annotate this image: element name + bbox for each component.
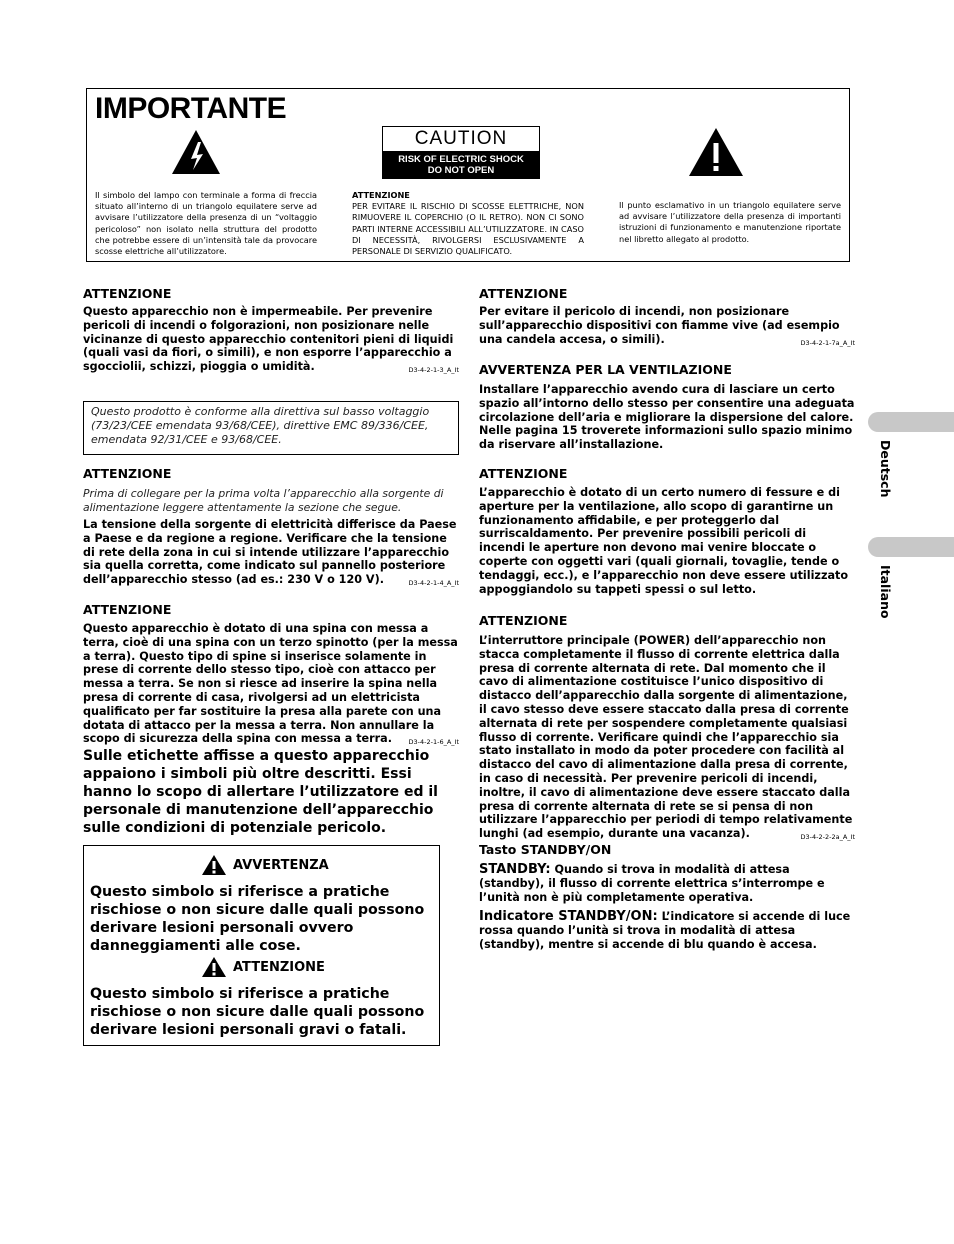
labels-intro: Sulle etichette affisse a questo apparecchio appaiono i simboli più oltre descritti. Essi hanno lo scopo di allertare l’utilizzatore ed il personale di manutenzione dell’apparecchio sulle condizioni di potenziale pericolo. (83, 748, 438, 836)
section-heading: ATTENZIONE (479, 613, 568, 628)
attenzione-body: Questo simbolo si riferisce a pratiche rischiose o non sicure dalle quali possono derivare lesioni personali gravi o fatali. (90, 986, 425, 1038)
doc-code: D3-4-2-1-4_A_It (408, 579, 459, 588)
avvertenza-heading: AVVERTENZA (201, 854, 329, 876)
lightning-symbol-text: Il simbolo del lampo con terminale a forma di freccia situato all’interno di un triangolo equilatere serve ad avvisare l’utilizzatore della presenza di un “voltaggio pericoloso” non isolato nella struttura del prodotto che potrebbe essere di un’intensità tale da provocare scosse elettriche all’utilizzatore. (95, 190, 317, 257)
section-body: Questo apparecchio è dotato di una spina con messa a terra, cioè di una spina con un terzo spinotto (per la messa a terra). Questo tipo di spine si inserisce solamente in prese di corrente dello stesso tipo, cioè con attacco per messa a terra. Se non si riesce ad inserire la spina nella presa di corrente di casa, rivolgersi ad un elettricista qualificato per far sostituire la presa alla parete con una dotata di attacco per la messa a terra. Non annullare la scopo di sicurezza della spina con messa a terra. D3-4-2-1-6_A_It (83, 622, 459, 750)
tab-deutsch-label: Deutsch (878, 440, 893, 498)
warning-symbols-box (83, 845, 440, 1046)
exclamation-symbol-text: Il punto esclamativo in un triangolo equilatere serve ad avvisare l’utilizzatore della presenza di importanti istruzioni di funzionamento e manutenzione riportate nel libretto allegato al prodotto. (619, 200, 841, 244)
exclamation-warning-icon (687, 126, 745, 178)
section-body: L’apparecchio è dotato di un certo numero di fessure e di aperture per la ventilazione, allo scopo di garantirne un funzionamento affidabile, e per proteggerlo dal surriscaldamento. Per prevenire possibili pericoli di incendi le aperture non devono mai venire bloccate o coperte con oggetti vari (quali giornali, tovaglie, tende o tendaggi, ecc.), e l’apparecchio non deve essere utilizzato appoggiandolo su tappeti spessi o sul letto. (479, 486, 849, 596)
section-body: Per evitare il pericolo di incendi, non posizionare sull’apparecchio dispositivi con fiamme vive (ad esempio una candela accesa, o simili). D3-4-2-1-7a_A_It (479, 305, 855, 350)
attenzione-heading: ATTENZIONE (201, 956, 325, 978)
doc-code: D3-4-2-2-2a_A_It (800, 833, 855, 842)
doc-code: D3-4-2-1-6_A_It (408, 738, 459, 747)
tab-italiano-label: Italiano (878, 565, 893, 619)
section-body: La tensione della sorgente di elettricità differisce da Paese a Paese e da regione a regione. Verificare che la tensione di rete della zona in cui si intende utilizzare l’apparecchio sia quella corretta, come indicato sul pannello posteriore dell’apparecchio stesso (ad es.: 230 V o 120 V). D3-4-2-1-4_A_It (83, 518, 459, 591)
tab-italiano[interactable] (868, 537, 954, 557)
caution-symbol-text: ATTENZIONE PER EVITARE IL RISCHIO DI SCOSSE ELETTRICHE, NON RIMUOVERE IL COPERCHIO (O IL RETRO). NON CI SONO PARTI INTERNE ACCESSIBILI ALL’UTILIZZATORE. IN CASO DI NECESSITÀ, RIVOLGERSI ESCLUSIVAMENTE A PERSONALE DI SERVIZIO QUALIFICATO. (352, 190, 584, 257)
avvertenza-body: Questo simbolo si riferisce a pratiche rischiose o non sicure dalle quali possono derivare lesioni personali ovvero danneggiamenti alle cose. (90, 884, 425, 954)
caution-warning: RISK OF ELECTRIC SHOCK DO NOT OPEN (382, 152, 540, 179)
conformity-note: Questo prodotto è conforme alla direttiva sul basso voltaggio (73/23/CEE emendata 93/68/CEE), direttive EMC 89/336/CEE, emendata 92/31/CEE e 93/68/CEE. (83, 401, 459, 455)
tab-deutsch[interactable] (868, 412, 954, 432)
section-heading: ATTENZIONE (83, 602, 172, 617)
section-body: Installare l’apparecchio avendo cura di lasciare un certo spazio all’intorno dello stesso per consentire una adeguata circolazione dell’aria e migliorare la dispersione del calore. Nelle pagina 15 troverete informazioni sullo spazio minimo da riservare all’installazione. (479, 383, 855, 452)
section-heading: ATTENZIONE (83, 466, 172, 481)
section-heading: ATTENZIONE (479, 466, 568, 481)
warning-triangle-icon (201, 956, 227, 978)
section-italic-note: Prima di collegare per la prima volta l’apparecchio alla sorgente di alimentazione leggere attentamente la sezione che segue. (83, 487, 444, 514)
electric-shock-warning-icon (170, 128, 222, 176)
section-body: L’interruttore principale (POWER) dell’apparecchio non stacca completamente il flusso di corrente elettrica dalla presa di corrente alternata di rete. Dal momento che il cavo di alimentazione costituisce l’unico dispositivo di distacco dell’apparecchio dalla sorgente di alimentazione, il cavo stesso deve essere staccato dalla presa di corrente alternata di rete per sospendere completamente qualsiasi flusso di corrente. Verificare quindi che l’apparecchio sia stato installato in modo da poter procedere con facilità al distacco del cavo di alimentazione dalla presa di corrente, in caso di necessità. Per prevenire pericoli di incendi, inoltre, il cavo di alimentazione deve essere staccato dalla presa di corrente alternata di rete se si pensa di non utilizzare l’apparecchio per periodi di tempo relativamente lunghi (ad esempio, durante una vacanza). D3-4-2-2-2a_A_It (479, 634, 855, 845)
section-heading: ATTENZIONE (479, 286, 568, 301)
doc-code: D3-4-2-1-3_A_It (408, 366, 459, 375)
doc-code: D3-4-2-1-7a_A_It (800, 338, 855, 347)
section-body: Questo apparecchio non è impermeabile. Per prevenire pericoli di incendi o folgorazioni, non posizionare nelle vicinanze di questo apparecchio contenitori pieni di liquidi (quali vasi da fiori, o simili), e non esporre l’apparecchio a sgocciolii, schizzi, pioggia o umidità. D3-4-2-1-3_A_It (83, 305, 459, 378)
section-heading: Tasto STANDBY/ON (479, 842, 612, 857)
caution-title: CAUTION (382, 126, 540, 152)
page-title: IMPORTANTE (95, 92, 287, 125)
caution-label (382, 126, 540, 178)
indicator-description: Indicatore STANDBY/ON: L’indicatore si accende di luce rossa quando l’unità si trova in modalità di attesa (standby), mentre si accende di blu quando è accesa. (479, 909, 851, 951)
section-heading: ATTENZIONE (83, 286, 172, 301)
warning-triangle-icon (201, 854, 227, 876)
standby-description: STANDBY: Quando si trova in modalità di attesa (standby), il flusso di corrente elettrica s’interrompe e l’unità non è più completamente operativa. (479, 862, 825, 904)
section-heading: AVVERTENZA PER LA VENTILAZIONE (479, 362, 732, 377)
